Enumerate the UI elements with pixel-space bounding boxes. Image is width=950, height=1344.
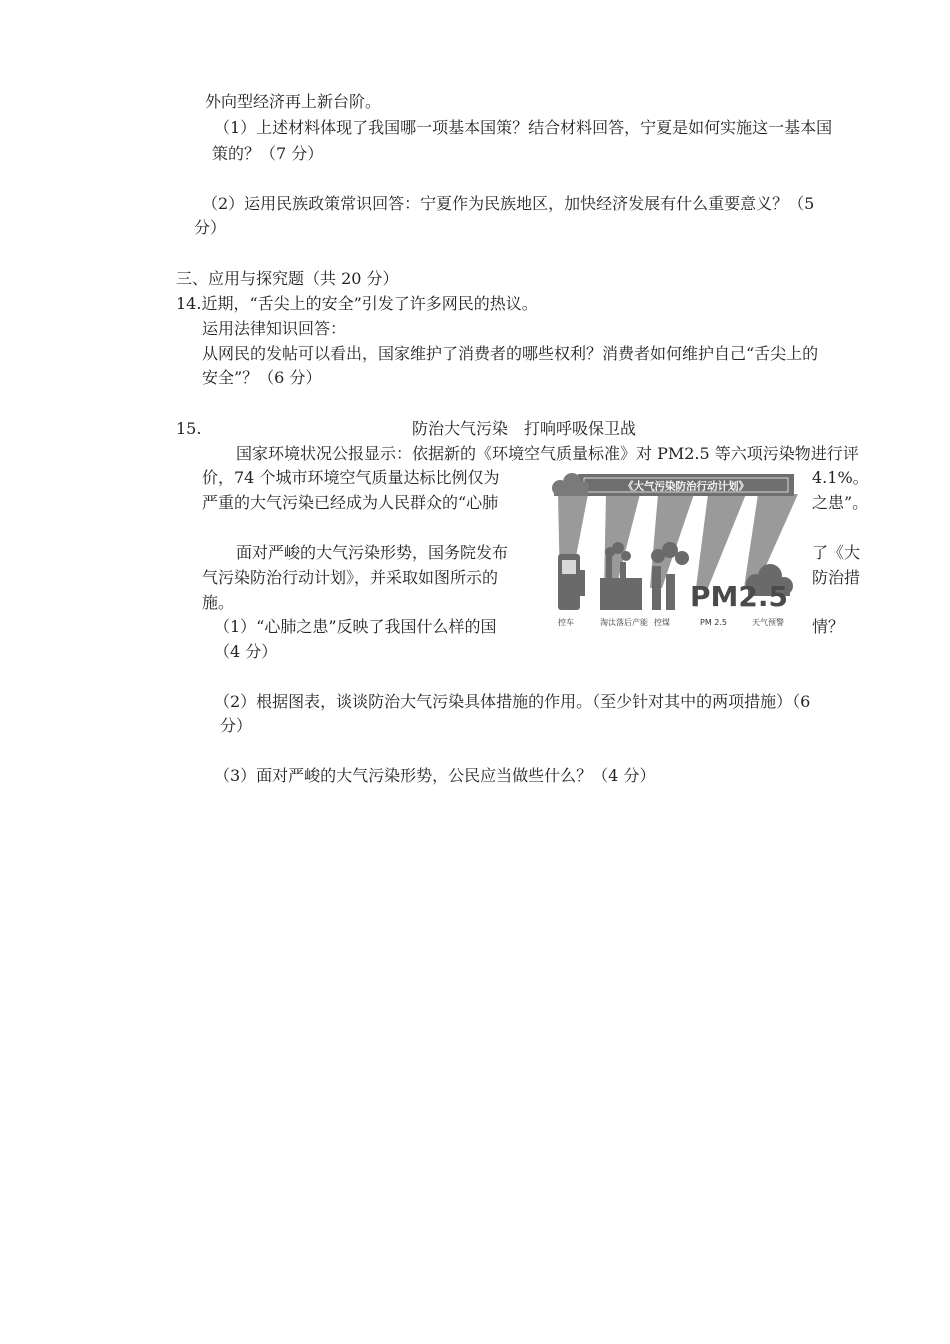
question-15-material: 国家环境状况公报显示：依据新的《环境空气质量标准》对 PM2.5 等六项污染物进行评: [236, 444, 859, 463]
question-15-3: （3）面对严峻的大气污染形势，公民应当做些什么？（4 分）: [214, 766, 656, 785]
gas-pump-icon: [558, 554, 585, 610]
question-13-2-cont: 分）: [194, 218, 227, 237]
question-15-material-left: 面对严峻的大气污染形势，国务院发布: [236, 543, 509, 562]
figure-banner-text: 《大气污染防治行动计划》: [623, 480, 749, 493]
question-15-2: （2）根据图表，谈谈防治大气污染具体措施的作用。（至少针对其中的两项措施）（6: [214, 692, 811, 711]
question-15-material-right: 防治措: [812, 568, 861, 587]
question-15-1-right: 情？: [812, 617, 845, 636]
question-14-prompt-cont: 安全”？（6 分）: [202, 368, 322, 387]
figure-label: 控煤: [654, 618, 670, 627]
figure-label: 天气预警: [752, 618, 784, 627]
question-13-1: （1）上述材料体现了我国哪一项基本国策？结合材料回答，宁夏是如何实施这一基本国: [214, 118, 833, 137]
section-heading: 三、应用与探究题（共 20 分）: [176, 269, 399, 288]
figure-label: PM 2.5: [700, 618, 727, 627]
figure-label: 控车: [558, 618, 574, 627]
question-15-material-right: 了《大: [812, 543, 861, 562]
question-15-title: 防治大气污染 打响呼吸保卫战: [412, 419, 637, 438]
chimney-icon: [651, 542, 689, 610]
question-15-material-left: 严重的大气污染已经成为人民群众的“心肺: [202, 493, 499, 512]
question-15-number: 15.: [176, 419, 202, 438]
question-15-material-right: 之患”。: [812, 493, 869, 512]
question-15-material-left: 价，74 个城市环境空气质量达标比例仅为: [202, 468, 500, 487]
pm25-large-text: PM2.5: [690, 580, 788, 613]
question-13-2: （2）运用民族政策常识回答：宁夏作为民族地区，加快经济发展有什么重要意义？（5: [202, 194, 815, 213]
question-13-1-cont: 策的？（7 分）: [212, 144, 324, 163]
question-15-material-left: 气污染防治行动计划》，并采取如图所示的: [202, 568, 499, 587]
question-15-material-left: 施。: [202, 593, 235, 612]
air-pollution-plan-figure: [548, 470, 810, 632]
question-15-1-score: （4 分）: [214, 642, 278, 661]
text-line: 外向型经济再上新台阶。: [205, 92, 382, 111]
question-15-1: （1）“心肺之患”反映了我国什么样的国: [214, 617, 497, 636]
factory-icon: [600, 542, 642, 610]
question-14-instruction: 运用法律知识回答：: [202, 319, 347, 338]
question-15-2-cont: 分）: [220, 716, 253, 735]
question-14: 14.近期，“舌尖上的安全”引发了许多网民的热议。: [176, 294, 538, 313]
question-15-material-right: 4.1%。: [812, 468, 869, 487]
figure-label: 淘汰落后产能: [600, 618, 648, 627]
question-14-prompt: 从网民的发帖可以看出，国家维护了消费者的哪些权利？消费者如何维护自己“舌尖上的: [202, 344, 819, 363]
